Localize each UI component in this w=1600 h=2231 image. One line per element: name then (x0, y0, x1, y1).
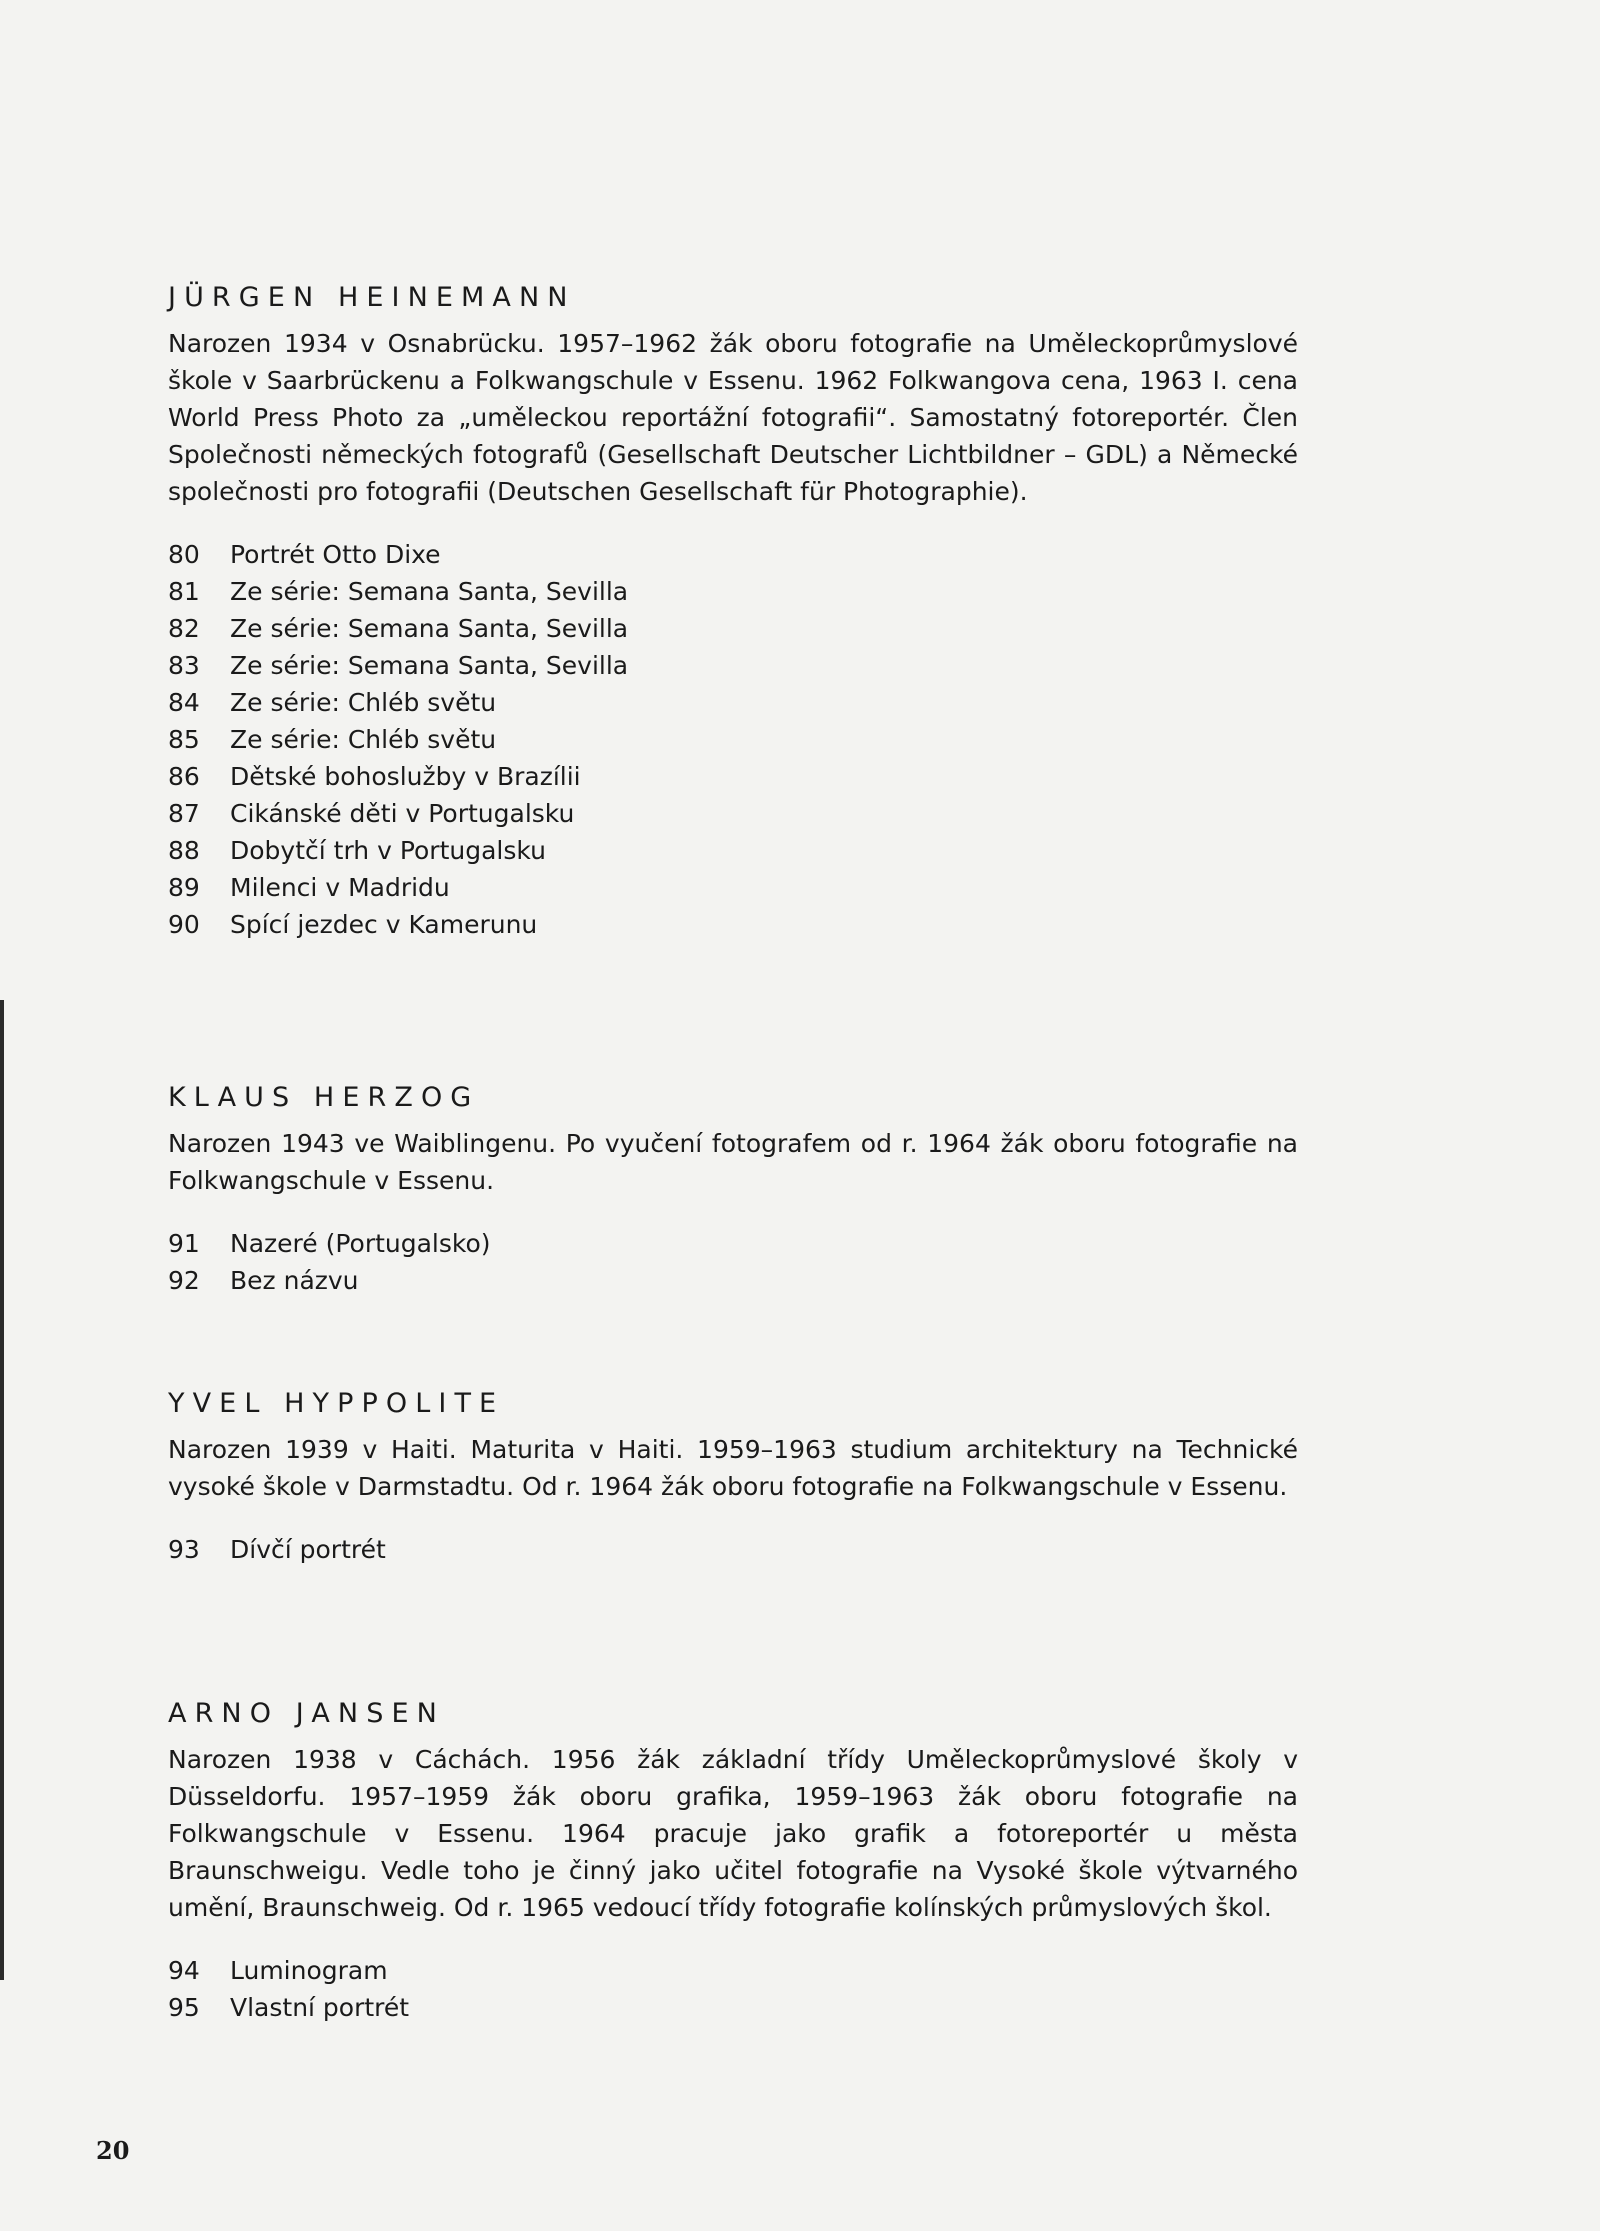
work-number: 81 (168, 577, 200, 606)
artist-name: KLAUS HERZOG (168, 1082, 480, 1113)
work-number: 95 (168, 1993, 200, 2022)
works-list (168, 1952, 1298, 2026)
work-number: 82 (168, 614, 200, 643)
artist-entry-heinemann (168, 282, 1298, 943)
work-number: 91 (168, 1229, 200, 1258)
work-item (168, 1262, 1298, 1299)
work-item (168, 795, 1298, 832)
work-item (168, 869, 1298, 906)
work-number: 86 (168, 762, 200, 791)
work-number: 87 (168, 799, 200, 828)
artist-bio: Narozen 1939 v Haiti. Maturita v Haiti. 1959–1963 studium architektury na Technické vysoké škole v Darmstadtu. Od r. 1964 žák oboru fotografie na Folkwangschule v Essenu. (168, 1435, 1298, 1501)
work-item (168, 647, 1298, 684)
artist-name: ARNO JANSEN (168, 1698, 445, 1729)
work-title: Luminogram (230, 1956, 388, 1985)
work-item (168, 1225, 1298, 1262)
work-number: 88 (168, 836, 200, 865)
work-title: Cikánské děti v Portugalsku (230, 799, 575, 828)
work-number: 84 (168, 688, 200, 717)
work-item (168, 610, 1298, 647)
work-number: 80 (168, 540, 200, 569)
work-item (168, 684, 1298, 721)
work-title: Ze série: Semana Santa, Sevilla (230, 577, 629, 606)
works-list (168, 1225, 1298, 1299)
work-title: Ze série: Chléb světu (230, 688, 497, 717)
work-item (168, 1531, 1298, 1568)
artist-entry-jansen (168, 1698, 1298, 2026)
work-title: Ze série: Chléb světu (230, 725, 497, 754)
work-title: Milenci v Madridu (230, 873, 450, 902)
work-number: 94 (168, 1956, 200, 1985)
work-title: Spící jezdec v Kamerunu (230, 910, 538, 939)
page-number: 20 (96, 2136, 130, 2165)
work-title: Portrét Otto Dixe (230, 540, 441, 569)
works-list (168, 1531, 1298, 1568)
work-title: Bez názvu (230, 1266, 359, 1295)
work-title: Nazeré (Portugalsko) (230, 1229, 491, 1258)
artist-entry-hyppolite (168, 1388, 1298, 1568)
work-item (168, 721, 1298, 758)
work-title: Vlastní portrét (230, 1993, 410, 2022)
work-item (168, 1952, 1298, 1989)
artist-bio: Narozen 1938 v Cáchách. 1956 žák základní třídy Uměleckoprůmyslové školy v Düsseldorfu. 1957–1959 žák oboru grafika, 1959–1963 žák oboru fotografie na Folkwangschule v Essenu. 1964 pracuje jako grafik a fotoreportér u města Braunschweigu. Vedle toho je činný jako učitel fotografie na Vysoké škole výtvarného umění, Braunschweig. Od r. 1965 vedoucí třídy fotografie kolínských průmyslových škol. (168, 1745, 1298, 1922)
work-number: 89 (168, 873, 200, 902)
work-number: 90 (168, 910, 200, 939)
artist-entry-herzog (168, 1082, 1298, 1299)
work-title: Ze série: Semana Santa, Sevilla (230, 614, 629, 643)
work-item (168, 758, 1298, 795)
work-title: Dětské bohoslužby v Brazílii (230, 762, 581, 791)
work-item (168, 573, 1298, 610)
work-number: 83 (168, 651, 200, 680)
artist-name: YVEL HYPPOLITE (168, 1388, 505, 1419)
work-item (168, 536, 1298, 573)
work-number: 85 (168, 725, 200, 754)
artist-name: JÜRGEN HEINEMANN (168, 282, 576, 313)
artist-bio: Narozen 1943 ve Waiblingenu. Po vyučení fotografem od r. 1964 žák oboru fotografie na Folkwangschule v Essenu. (168, 1129, 1298, 1195)
work-title: Dobytčí trh v Portugalsku (230, 836, 546, 865)
work-number: 92 (168, 1266, 200, 1295)
work-number: 93 (168, 1535, 200, 1564)
work-item (168, 832, 1298, 869)
work-title: Ze série: Semana Santa, Sevilla (230, 651, 629, 680)
work-item (168, 906, 1298, 943)
work-item (168, 1989, 1298, 2026)
artist-bio: Narozen 1934 v Osnabrücku. 1957–1962 žák oboru fotografie na Uměleckoprůmyslové škole v Saarbrückenu a Folkwangschule v Essenu. 1962 Folkwangova cena, 1963 I. cena World Press Photo za „uměleckou reportážní fotografii“. Samostatný fotoreportér. Člen Společnosti německých fotografů (Gesellschaft Deutscher Lichtbildner – GDL) a Německé společnosti pro fotografii (Deutschen Gesellschaft für Photographie). (168, 329, 1298, 506)
works-list (168, 536, 1298, 943)
work-title: Dívčí portrét (230, 1535, 386, 1564)
binding-edge (0, 1000, 4, 1980)
